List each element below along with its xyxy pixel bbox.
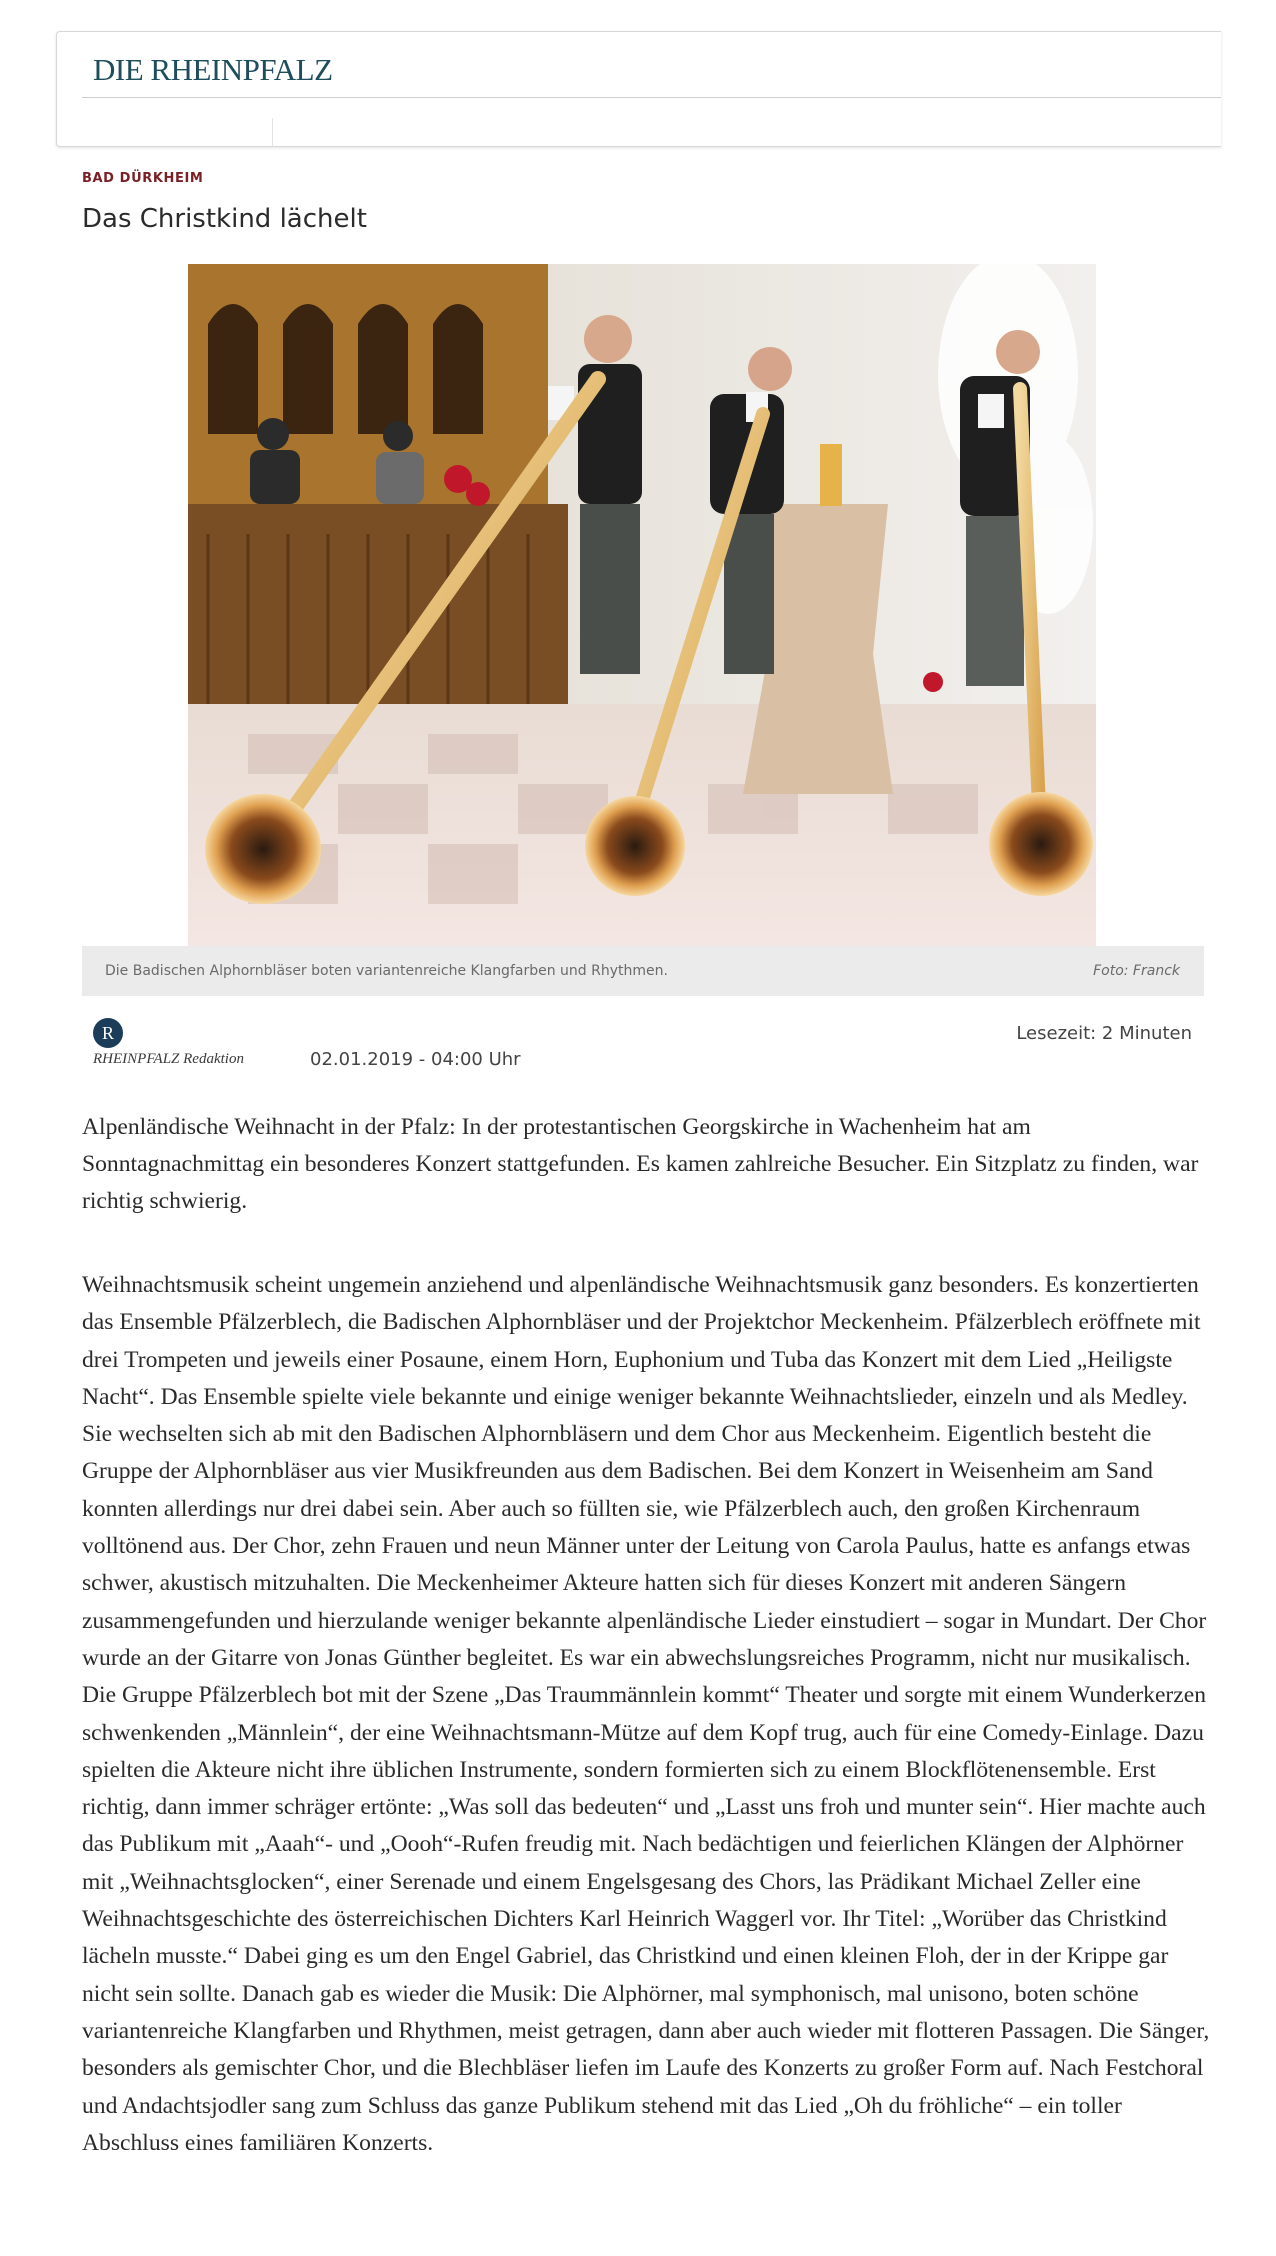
article-lead: Alpenländische Weihnacht in der Pfalz: In der protestantischen Georgskirche in Wachenheim hat am Sonntagnachmittag ein besonderes Konzert stattgefunden. Es kamen zahlreiche Besucher. Ein Sitzplatz zu finden, war richtig schwierig. [82,1114,1199,1214]
header-divider [82,97,1221,98]
article-photo [188,264,1096,946]
header-column-divider [272,118,273,146]
publish-date: 02.01.2019 - 04:00 Uhr [310,1049,521,1070]
article-title: Das Christkind lächelt [82,204,367,234]
alphorn-players-image [188,264,1096,946]
author-avatar: R [93,1018,123,1048]
photo-credit: Foto: Franck [1093,963,1180,979]
reading-time: Lesezeit: 2 Minuten [1016,1023,1192,1044]
photo-caption: Die Badischen Alphornbläser boten variantenreiche Klangfarben und Rhythmen. [105,963,668,979]
article-kicker: BAD DÜRKHEIM [82,171,204,186]
photo-caption-bar [82,946,1204,996]
article-body: Weihnachtsmusik scheint ungemein anziehend und alpenländische Weihnachtsmusik ganz besonders. Es konzertierten das Ensemble Pfälzerblech, die Badischen Alphornbläser und der Projektchor Meckenheim. Pfälzerblech eröffnete mit drei Trompeten und jeweils einer Posaune, einem Horn, Euphonium und Tuba das Konzert mit dem Lied „Heiligste Nacht“. Das Ensemble spielte viele bekannte und einige weniger bekannte Weihnachtslieder, einzeln und als Medley. Sie wechselten sich ab mit den Badischen Alphornbläsern und dem Chor aus Meckenheim. Eigentlich besteht die Gruppe der Alphornbläser aus vier Musikfreunden aus dem Badischen. Bei dem Konzert in Weisenheim am Sand konnten allerdings nur drei dabei sein. Aber auch so füllten sie, wie Pfälzerblech auch, den großen Kirchenraum volltönend aus. Der Chor, zehn Frauen und neun Männer unter der Leitung von Carola Paulus, hatte es anfangs etwas schwer, akustisch mitzuhalten. Die Meckenheimer Akteure hatten sich für dieses Konzert mit anderen Sängern zusammengefunden und hierzulande weniger bekannte alpenländische Lieder einstudiert – sogar in Mundart. Der Chor wurde an der Gitarre von Jonas Günther begleitet. Es war ein abwechslungsreiches Programm, nicht nur musikalisch. Die Gruppe Pfälzerblech bot mit der Szene „Das Traummännlein kommt“ Theater und sorgte mit einem Wunderkerzen schwenkenden „Männlein“, der eine Weihnachtsmann-Mütze auf dem Kopf trug, auch für eine Comedy-Einlage. Dazu spielten die Akteure nicht ihre üblichen Instrumente, sondern formierten sich zu einem Blockflötenensemble. Erst richtig, dann immer schräger ertönte: „Was soll das bedeuten“ und „Lasst uns froh und munter sein“. Hier machte auch das Publikum mit „Aaah“- und „Oooh“-Rufen freudig mit. Nach bedächtigen und feierlichen Klängen der Alphörner mit „Weihnachtsglocken“, einer Serenade und einem Engelsgesang des Chors, las Prädikant Michael Zeller eine Weihnachtsgeschichte des österreichischen Dichters Karl Heinrich Waggerl vor. Ihr Titel: „Worüber das Christkind lächeln musste.“ Dabei ging es um den Engel Gabriel, das Christkind und einen kleinen Floh, der in der Krippe gar nicht sein sollte. Danach gab es wieder die Musik: Die Alphörner, mal symphonisch, mal unisono, boten schöne variantenreiche Klangfarben und Rhythmen, meist getragen, dann aber auch wieder mit flotteren Passagen. Die Sänger, besonders als gemischter Chor, und die Blechbläser liefen im Laufe des Konzerts zu großer Form auf. Nach Festchoral und Andachtsjodler sang zum Schluss das ganze Publikum stehend mit das Lied „Oh du fröhliche“ – ein toller Abschluss eines familiären Konzerts. [82,1272,1210,2156]
site-header [56,31,1221,147]
author-name[interactable]: RHEINPFALZ Redaktion [93,1051,244,1067]
site-logo[interactable]: DIE RHEINPFALZ [93,52,333,87]
